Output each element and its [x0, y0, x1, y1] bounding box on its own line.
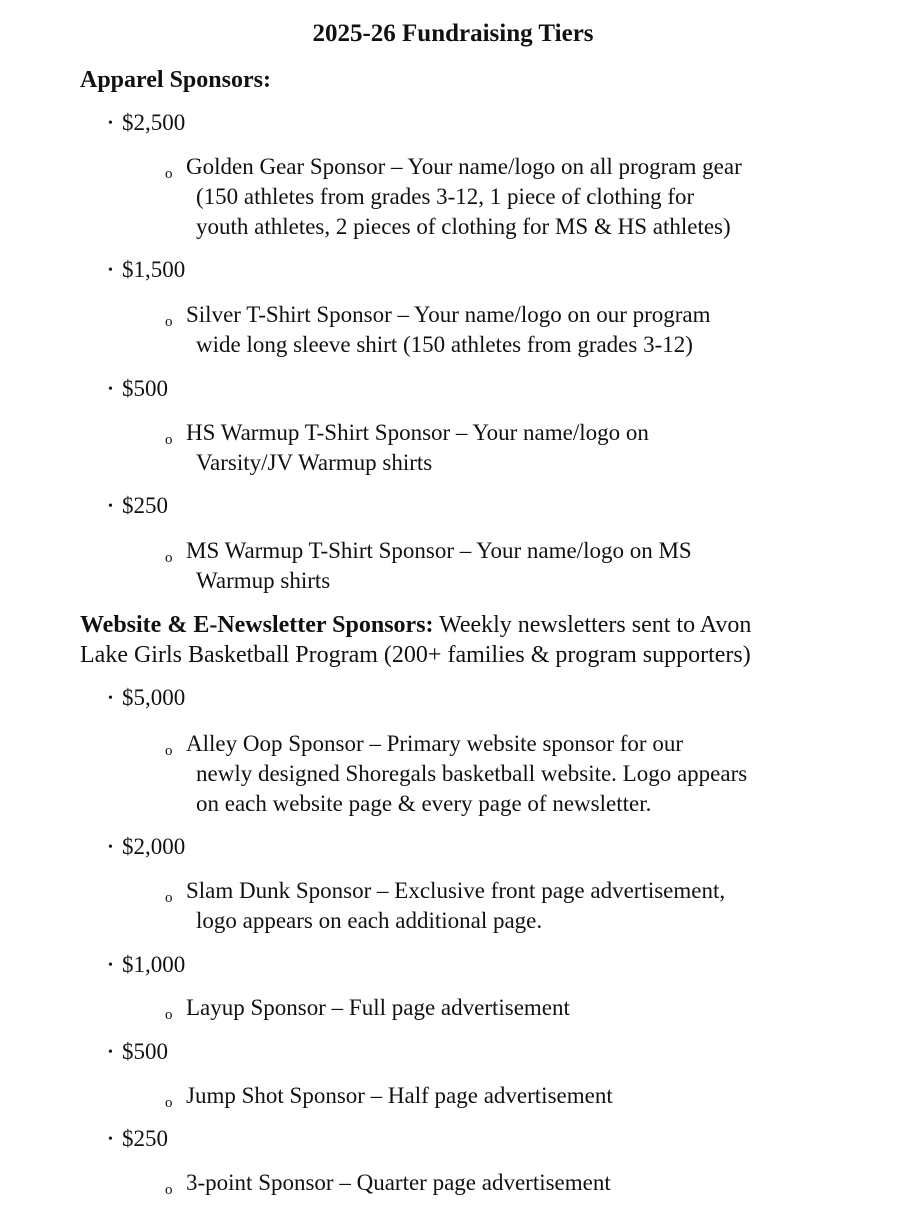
website-tier-price: [108, 832, 185, 863]
bullet-icon: •: [108, 1132, 113, 1147]
description-line: Slam Dunk Sponsor – Exclusive front page advertisement,: [186, 878, 726, 903]
description-line: Varsity/JV Warmup shirts: [196, 450, 433, 475]
website-description: Lake Girls Basketball Program (200+ families & program supporters): [80, 642, 751, 668]
description-line: Silver T-Shirt Sponsor – Your name/logo on our program: [186, 302, 711, 327]
sub-bullet-icon: o: [165, 743, 173, 759]
description-line: HS Warmup T-Shirt Sponsor – Your name/logo on: [186, 420, 649, 445]
bullet-icon: •: [108, 840, 113, 855]
tier-price-text: $2,500: [122, 110, 186, 135]
tier-price-text: $1,500: [122, 257, 186, 282]
website-description: Weekly newsletters sent to Avon: [433, 612, 752, 638]
description-line: (150 athletes from grades 3-12, 1 piece of clothing for: [196, 184, 695, 209]
description-line: on each website page & every page of newsletter.: [196, 791, 652, 816]
bullet-icon: •: [108, 691, 113, 706]
description-line: newly designed Shoregals basketball website. Logo appears: [196, 761, 748, 786]
website-tier-price: [108, 1037, 168, 1068]
bullet-icon: •: [108, 958, 113, 973]
description-line: Layup Sponsor – Full page advertisement: [186, 995, 570, 1020]
description-line: logo appears on each additional page.: [196, 908, 543, 933]
bullet-icon: •: [108, 1045, 113, 1060]
description-line: 3-point Sponsor – Quarter page advertisement: [186, 1170, 611, 1195]
apparel-tier-description: [165, 418, 865, 478]
sub-bullet-icon: o: [165, 432, 173, 448]
sub-bullet-icon: o: [165, 890, 173, 906]
website-tier-description: [165, 729, 865, 819]
tier-price-text: $250: [122, 493, 168, 518]
sub-bullet-icon: o: [165, 166, 173, 182]
tier-price-text: $2,000: [122, 834, 186, 859]
bullet-icon: •: [108, 382, 113, 397]
description-line: Golden Gear Sponsor – Your name/logo on all program gear: [186, 154, 742, 179]
description-line: MS Warmup T-Shirt Sponsor – Your name/logo on MS: [186, 538, 692, 563]
website-heading-text: Website & E-Newsletter Sponsors:: [80, 612, 434, 638]
bullet-icon: •: [108, 116, 113, 131]
apparel-tier-price: [108, 374, 168, 405]
tier-price-text: $500: [122, 376, 168, 401]
sub-bullet-icon: o: [165, 314, 173, 330]
website-tier-price: [108, 1124, 168, 1155]
website-tier-description: [165, 993, 865, 1023]
description-line: youth athletes, 2 pieces of clothing for MS & HS athletes): [196, 214, 731, 239]
description-line: Jump Shot Sponsor – Half page advertisement: [186, 1083, 613, 1108]
bullet-icon: •: [108, 499, 113, 514]
tier-price-text: $500: [122, 1039, 168, 1064]
apparel-heading-text: Apparel Sponsors:: [80, 67, 271, 93]
description-line: Alley Oop Sponsor – Primary website sponsor for our: [186, 731, 684, 756]
tier-price-text: $250: [122, 1126, 168, 1151]
tier-price-text: $1,000: [122, 952, 186, 977]
sub-bullet-icon: o: [165, 550, 173, 566]
sub-bullet-icon: o: [165, 1007, 173, 1023]
apparel-tier-description: [165, 152, 865, 242]
bullet-icon: •: [108, 263, 113, 278]
tier-price-text: $5,000: [122, 685, 186, 710]
website-tier-price: [108, 950, 185, 981]
website-tier-description: [165, 876, 865, 936]
website-section-heading: [80, 610, 840, 670]
website-tier-description: [165, 1168, 865, 1198]
sub-bullet-icon: o: [165, 1095, 173, 1111]
website-tier-price: [108, 683, 185, 714]
apparel-tier-price: [108, 108, 185, 139]
apparel-section-heading: [80, 65, 840, 95]
apparel-tier-price: [108, 491, 168, 522]
apparel-tier-price: [108, 255, 185, 286]
apparel-tier-description: [165, 536, 865, 596]
website-tier-description: [165, 1081, 865, 1111]
description-line: wide long sleeve shirt (150 athletes from grades 3-12): [196, 332, 693, 357]
sub-bullet-icon: o: [165, 1182, 173, 1198]
apparel-tier-description: [165, 300, 865, 360]
description-line: Warmup shirts: [196, 568, 331, 593]
page-title: 2025-26 Fundraising Tiers: [312, 20, 594, 47]
